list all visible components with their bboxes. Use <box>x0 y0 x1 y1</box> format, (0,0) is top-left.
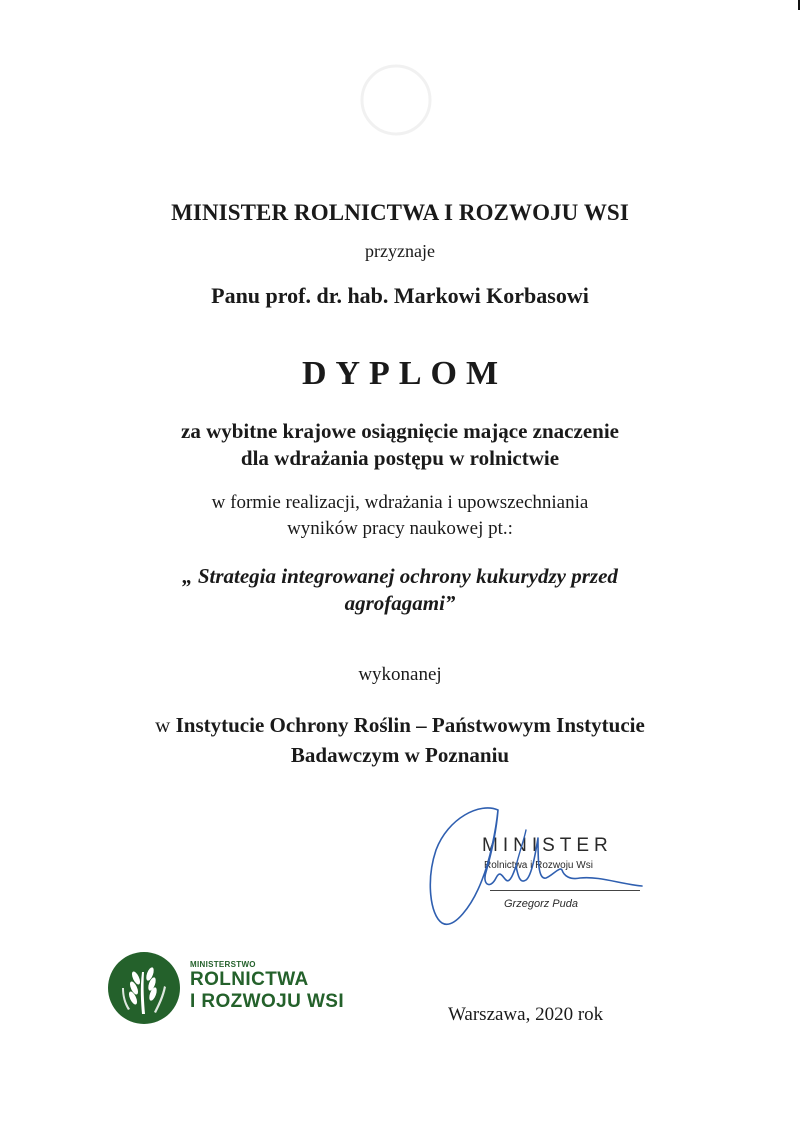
form-line-2: wyników pracy naukowej pt.: <box>287 518 513 539</box>
awards-verb: przyznaje <box>365 241 435 261</box>
work-title-line-1: „ Strategia integrowanej ochrony kukurydzy przed <box>182 564 618 588</box>
logo-label-line-1: ROLNICTWA <box>190 969 309 990</box>
ministry-logo <box>108 952 368 1032</box>
achievement-line-1: za wybitne krajowe osiągnięcie mające znaczenie <box>181 419 619 443</box>
handwritten-signature <box>420 780 660 940</box>
executed-label: wykonanej <box>358 664 442 685</box>
recipient-name: Panu prof. dr. hab. Markowi Korbasowi <box>211 283 589 308</box>
place-and-date: Warszawa, 2020 rok <box>448 1004 604 1025</box>
work-title-line-2: agrofagami” <box>344 591 456 615</box>
stamp-subtitle: Rolnictwa i Rozwoju Wsi <box>484 860 593 871</box>
stamp-title: MINISTER <box>482 835 613 856</box>
minister-stamp-signature <box>420 780 660 940</box>
institution-prefix: w <box>155 713 176 737</box>
institution-name-1: Instytucie Ochrony Roślin – Państwowym Instytucie <box>175 713 645 737</box>
stamp-signer-name: Grzegorz Puda <box>504 898 578 910</box>
logo-label-line-2: I ROZWOJU WSI <box>190 991 345 1012</box>
wheat-emblem-icon <box>108 952 180 1024</box>
document-type-heading: DYPLOM <box>301 355 508 392</box>
institution-line-2: Badawczym w Poznaniu <box>290 743 510 767</box>
institution-line-1 <box>0 713 800 738</box>
achievement-line-2: dla wdrażania postępu w rolnictwie <box>240 446 560 470</box>
faint-emblem-mark <box>356 60 436 140</box>
issuer-title: MINISTER ROLNICTWA I ROZWOJU WSI <box>171 200 629 225</box>
logo-label-small: MINISTERSTWO <box>190 960 256 969</box>
form-line-1: w formie realizacji, wdrażania i upowszechniania <box>211 492 589 513</box>
